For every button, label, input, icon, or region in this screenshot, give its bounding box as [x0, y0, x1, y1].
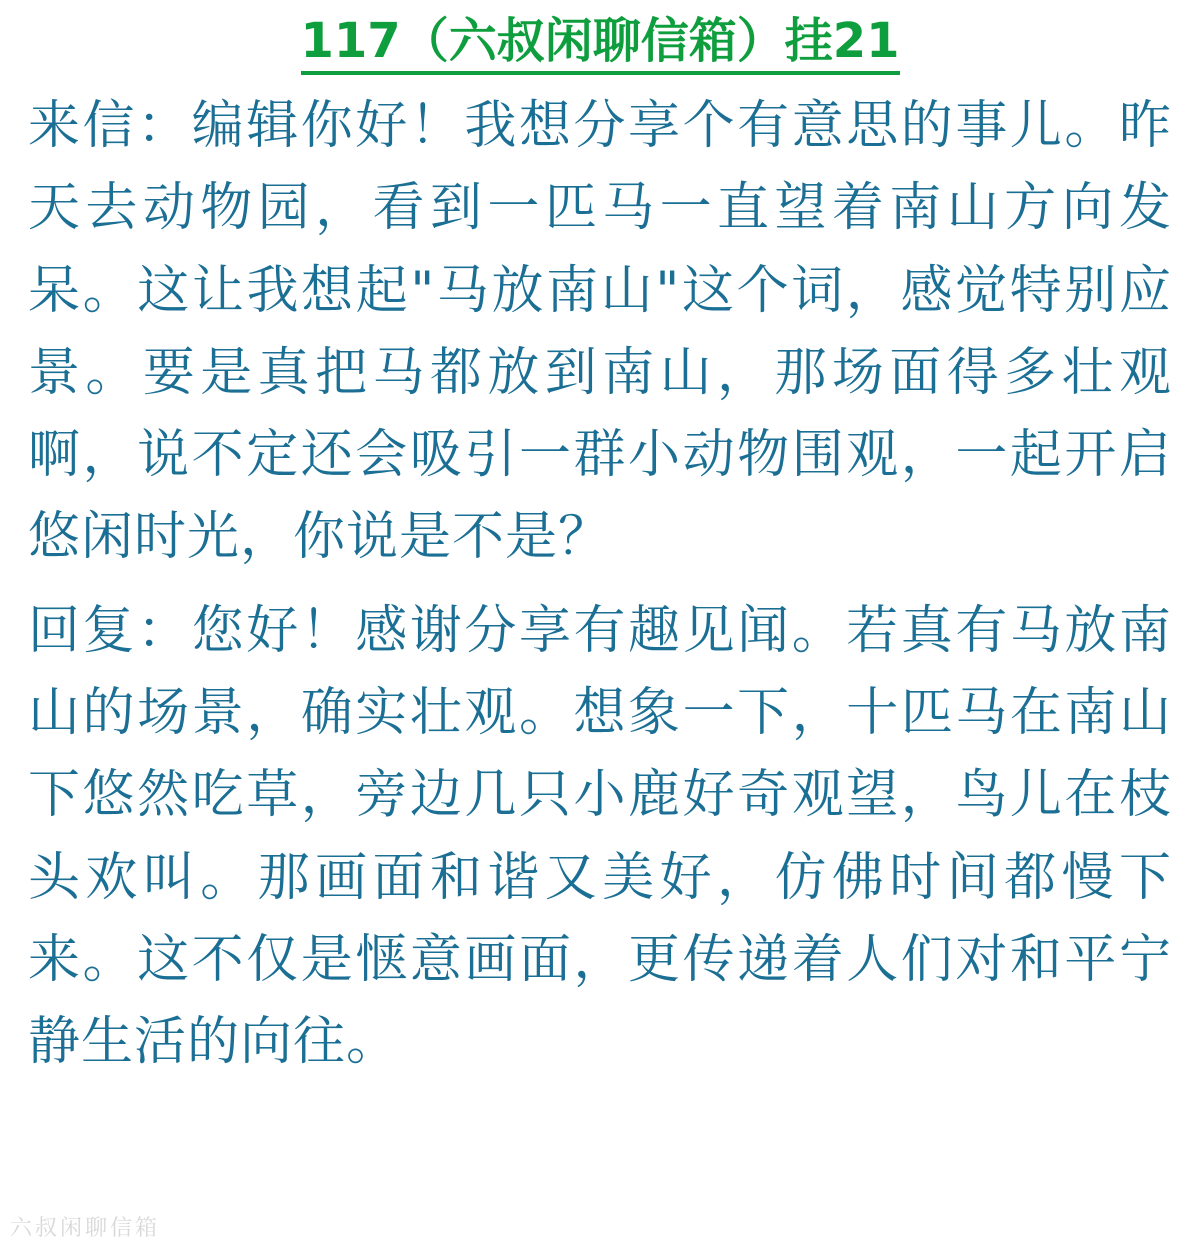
page-title: 117（六叔闲聊信箱）挂21: [301, 14, 900, 75]
paragraph-letter: 来信：编辑你好！我想分享个有意思的事儿。昨天去动物园，看到一匹马一直望着南山方向发呆。这让我想起"马放南山"这个词，感觉特别应景。要是真把马都放到南山，那场面得多壮观啊，说不定还会吸引一群小动物围观，一起开启悠闲时光，你说是不是？: [28, 96, 1172, 567]
document-body: [28, 85, 1172, 1083]
watermark: 六叔闲聊信箱: [10, 1216, 161, 1241]
paragraph-reply: 回复：您好！感谢分享有趣见闻。若真有马放南山的场景，确实壮观。想象一下，十匹马在南山下悠然吃草，旁边几只小鹿好奇观望，鸟儿在枝头欢叫。那画面和谐又美好，仿佛时间都慢下来。这不仅是惬意画面，更传递着人们对和平宁静生活的向往。: [28, 601, 1172, 1072]
title-row: [28, 8, 1172, 75]
